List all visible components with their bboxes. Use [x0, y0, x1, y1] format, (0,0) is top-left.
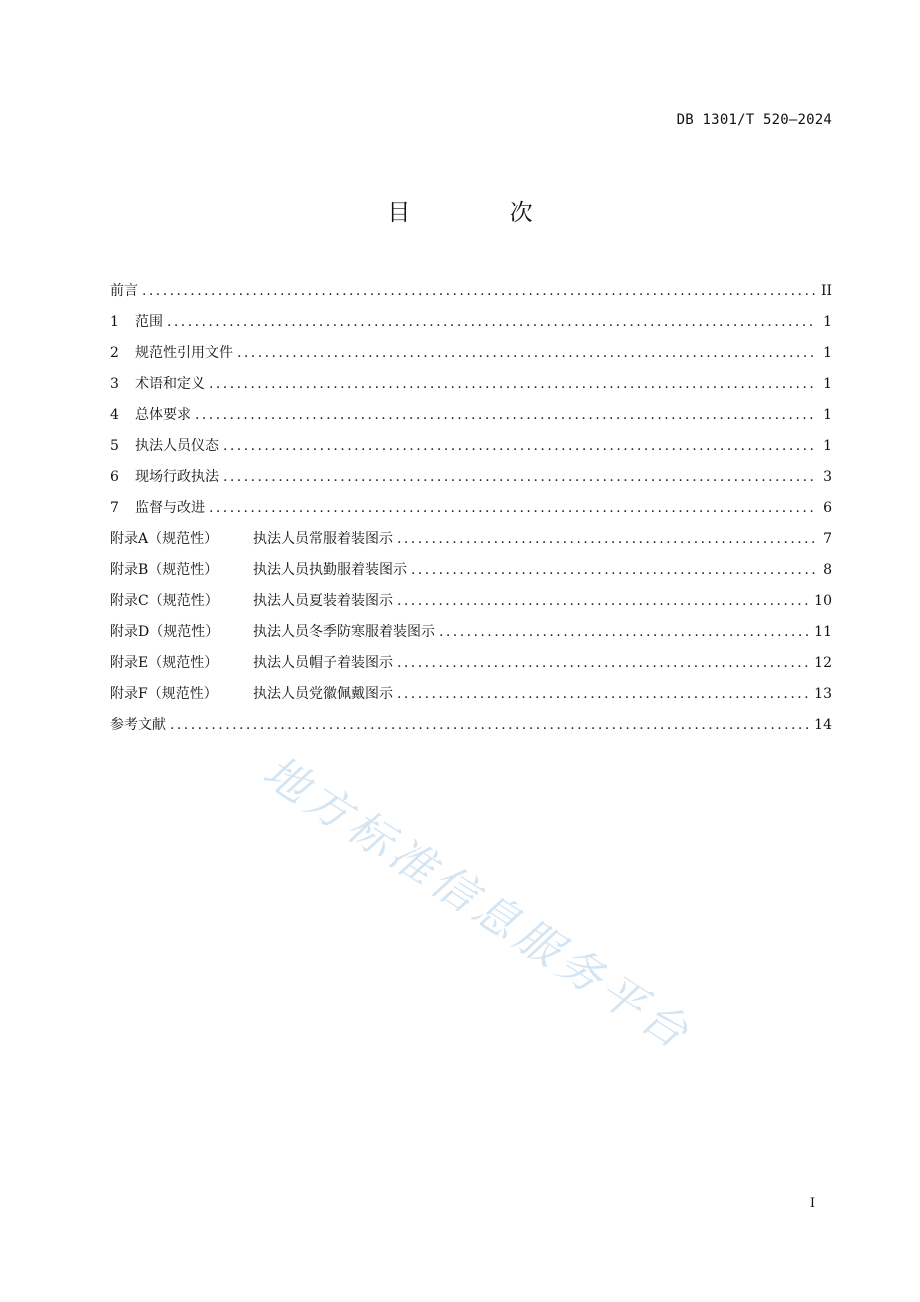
toc-entry[interactable]: [110, 589, 832, 620]
toc-dot-leader: [209, 496, 817, 521]
toc-entry-label: 执法人员执勤服着装图示: [253, 562, 407, 578]
toc-dot-leader: [223, 434, 817, 459]
toc-dot-leader: [167, 310, 817, 335]
toc-entry-page: 10: [814, 593, 832, 609]
toc-entry-label: 执法人员仪态: [135, 438, 219, 454]
toc-entry[interactable]: [110, 310, 832, 341]
toc-entry-label: 参考文献: [110, 717, 166, 733]
toc-entry[interactable]: [110, 620, 832, 651]
page-number: I: [809, 1196, 815, 1211]
toc-entry[interactable]: [110, 496, 832, 527]
toc-entry-number: 3: [110, 376, 119, 392]
toc-entry-number: 1: [110, 314, 119, 330]
toc-entry-number: 2: [110, 345, 119, 361]
toc-dot-leader: [170, 713, 808, 738]
toc-entry-label: 执法人员帽子着装图示: [253, 655, 393, 671]
toc-dot-leader: [237, 341, 817, 366]
toc-dot-leader: [209, 372, 817, 397]
toc-entry-label: 执法人员夏装着装图示: [253, 593, 393, 609]
toc-entry[interactable]: [110, 434, 832, 465]
toc-entry-page: 1: [823, 407, 832, 423]
toc-entry[interactable]: [110, 527, 832, 558]
toc-entry[interactable]: [110, 279, 832, 310]
toc-dot-leader: [397, 682, 808, 707]
toc-entry-appendix: 附录D（规范性）: [110, 624, 220, 640]
toc-entry[interactable]: [110, 713, 832, 744]
watermark: 地方标准信息服务平台: [253, 746, 702, 1062]
toc-entry-label: 执法人员常服着装图示: [253, 531, 393, 547]
toc-entry-label: 前言: [110, 283, 138, 299]
toc-entry-number: 4: [110, 407, 119, 423]
toc-entry-page: II: [820, 283, 832, 299]
toc-entry[interactable]: [110, 682, 832, 713]
toc-entry-page: 7: [823, 531, 832, 547]
toc-entry-page: 1: [823, 345, 832, 361]
toc-entry[interactable]: [110, 372, 832, 403]
toc-dot-leader: [195, 403, 817, 428]
toc-entry-page: 11: [814, 624, 832, 640]
toc-entry[interactable]: [110, 465, 832, 496]
toc-entry-label: 执法人员冬季防寒服着装图示: [253, 624, 435, 640]
toc-dot-leader: [439, 620, 808, 645]
toc-dot-leader: [223, 465, 817, 490]
toc-entry-page: 6: [823, 500, 832, 516]
toc-entry[interactable]: [110, 558, 832, 589]
toc-entry-page: 1: [823, 376, 832, 392]
toc-dot-leader: [411, 558, 817, 583]
toc-entry-page: 14: [814, 717, 832, 733]
toc-entry-appendix: 附录B（规范性）: [110, 562, 219, 578]
toc-entry-label: 范围: [135, 314, 163, 330]
toc-dot-leader: [142, 279, 815, 304]
document-code: DB 1301/T 520—2024: [676, 112, 832, 128]
toc-entry-label: 执法人员党徽佩戴图示: [253, 686, 393, 702]
toc-entry-number: 6: [110, 469, 119, 485]
toc-entry-label: 术语和定义: [135, 376, 205, 392]
toc-dot-leader: [397, 651, 808, 676]
toc-title: 目 次: [387, 200, 579, 226]
toc-entry[interactable]: [110, 403, 832, 434]
toc-entry-page: 8: [823, 562, 832, 578]
toc-entry-appendix: 附录A（规范性）: [110, 531, 219, 547]
toc-dot-leader: [397, 527, 817, 552]
toc-entry-page: 3: [823, 469, 832, 485]
toc-entry-appendix: 附录F（规范性）: [110, 686, 218, 702]
toc-entry-number: 5: [110, 438, 119, 454]
toc-entry-label: 现场行政执法: [135, 469, 219, 485]
toc-entry-page: 13: [814, 686, 832, 702]
toc-entry-label: 规范性引用文件: [135, 345, 233, 361]
toc-entry-page: 12: [814, 655, 832, 671]
toc-entry-appendix: 附录E（规范性）: [110, 655, 219, 671]
toc-entry-label: 总体要求: [135, 407, 191, 423]
toc-entry-page: 1: [823, 438, 832, 454]
toc-entry[interactable]: [110, 341, 832, 372]
table-of-contents: [110, 279, 832, 744]
toc-entry-label: 监督与改进: [135, 500, 205, 516]
toc-entry-number: 7: [110, 500, 119, 516]
toc-entry-appendix: 附录C（规范性）: [110, 593, 219, 609]
toc-dot-leader: [397, 589, 808, 614]
toc-entry-page: 1: [823, 314, 832, 330]
toc-entry[interactable]: [110, 651, 832, 682]
